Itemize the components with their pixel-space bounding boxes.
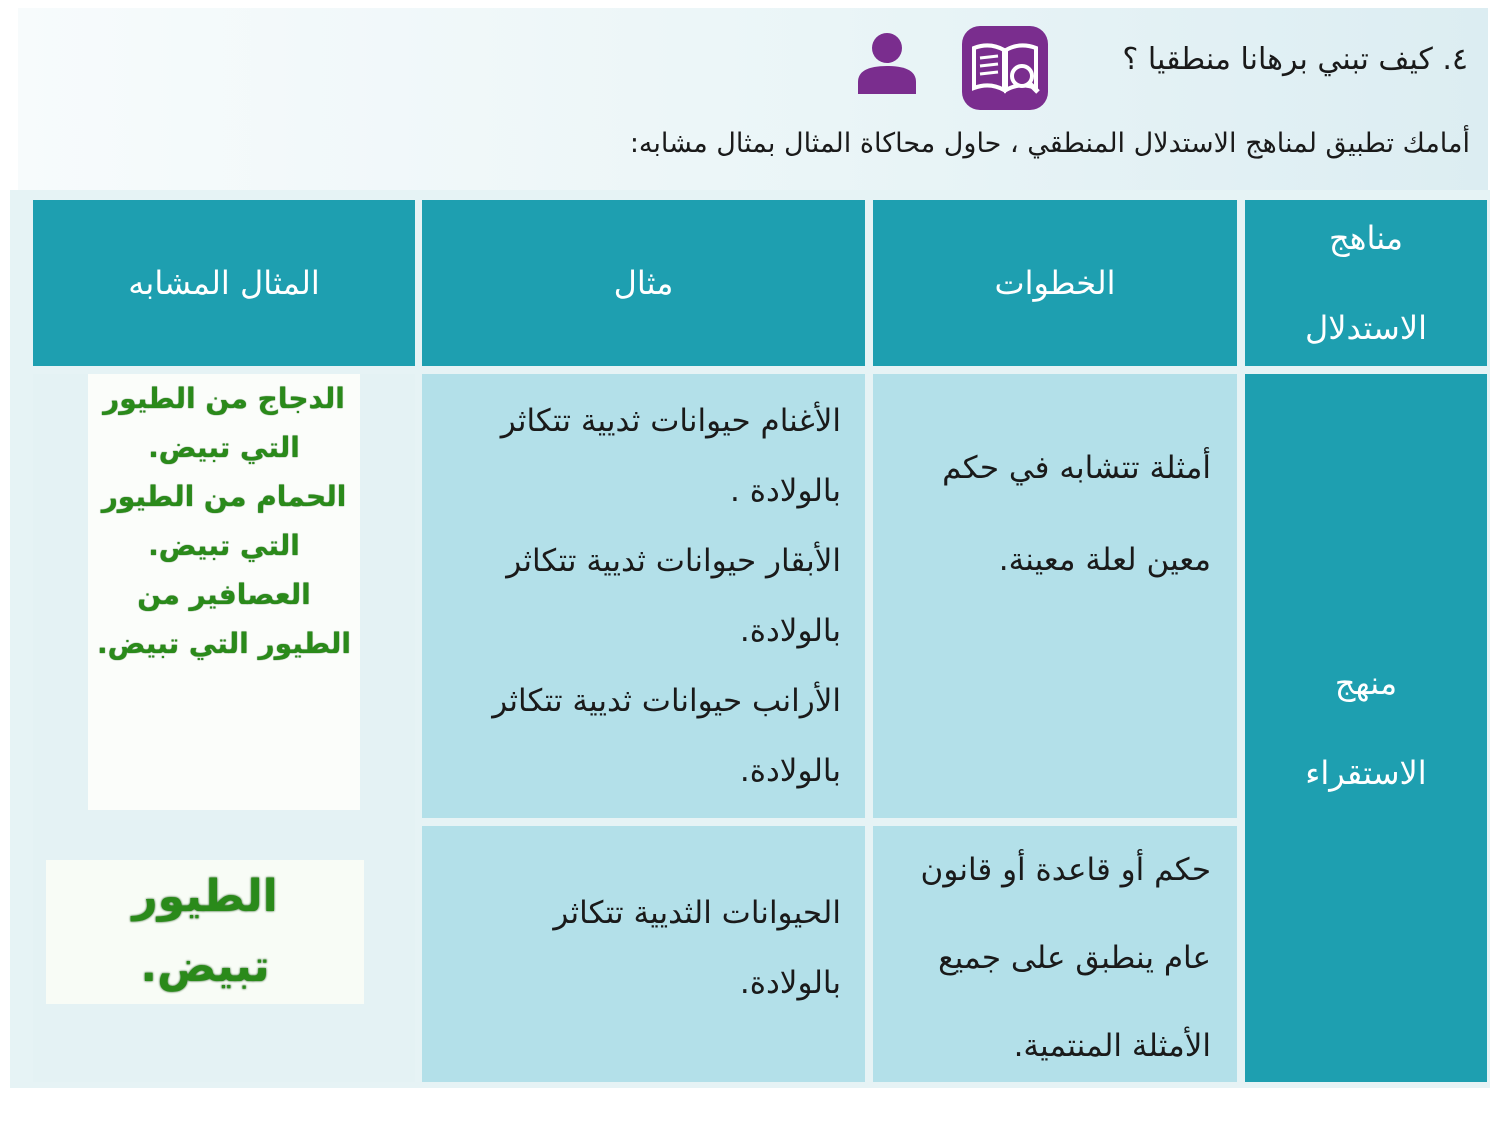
column-header-example [422, 200, 865, 366]
step-cell-1 [873, 374, 1237, 818]
example-text: الأبقار حيوانات ثديية تتكاثر بالولادة. [506, 543, 841, 649]
method-label: منهج الاستقراء [1305, 664, 1427, 792]
example-text: الأغنام حيوانات ثديية تتكاثر بالولادة . [500, 403, 841, 509]
instruction-text: أمامك تطبيق لمناهج الاستدلال المنطقي ، حاول محاكاة المثال بمثال مشابه: [629, 128, 1470, 159]
example-text: الأرانب حيوانات ثديية تتكاثر بالولادة. [492, 683, 841, 789]
example-text: الحيوانات الثديية تتكاثر بالولادة. [553, 895, 841, 1001]
example-cell-1 [422, 374, 865, 818]
step-cell-2 [873, 826, 1237, 1082]
column-header-label: مثال [613, 264, 674, 302]
answer-text: العصافير من الطيور التي تبيض. [96, 578, 352, 660]
column-header-steps [873, 200, 1237, 366]
step-text: حكم أو قاعدة أو قانون عام ينطبق على جميع الأمثلة المنتمية. [920, 852, 1211, 1064]
question-title: ٤. كيف تبني برهانا منطقيا ؟ [1122, 42, 1468, 77]
answer-text: الحمام من الطيور التي تبيض. [101, 480, 347, 562]
person-icon [852, 30, 922, 96]
similar-answer-1 [88, 374, 360, 810]
step-text: أمثلة تتشابه في حكم معين لعلة معينة. [942, 450, 1211, 578]
column-header-methods [1245, 200, 1487, 366]
column-header-label: مناهج الاستدلال [1305, 219, 1427, 347]
answer-text: الدجاج من الطيور التي تبيض. [103, 382, 345, 464]
column-header-label: المثال المشابه [128, 264, 320, 302]
example-cell-2 [422, 826, 865, 1082]
column-header-label: الخطوات [994, 264, 1116, 302]
answer-text: الطيور تبيض. [132, 871, 278, 992]
similar-answer-2 [46, 860, 364, 1004]
column-header-similar [33, 200, 415, 366]
header-banner [18, 8, 1488, 190]
book-search-icon [962, 26, 1048, 110]
method-cell [1245, 374, 1487, 1082]
